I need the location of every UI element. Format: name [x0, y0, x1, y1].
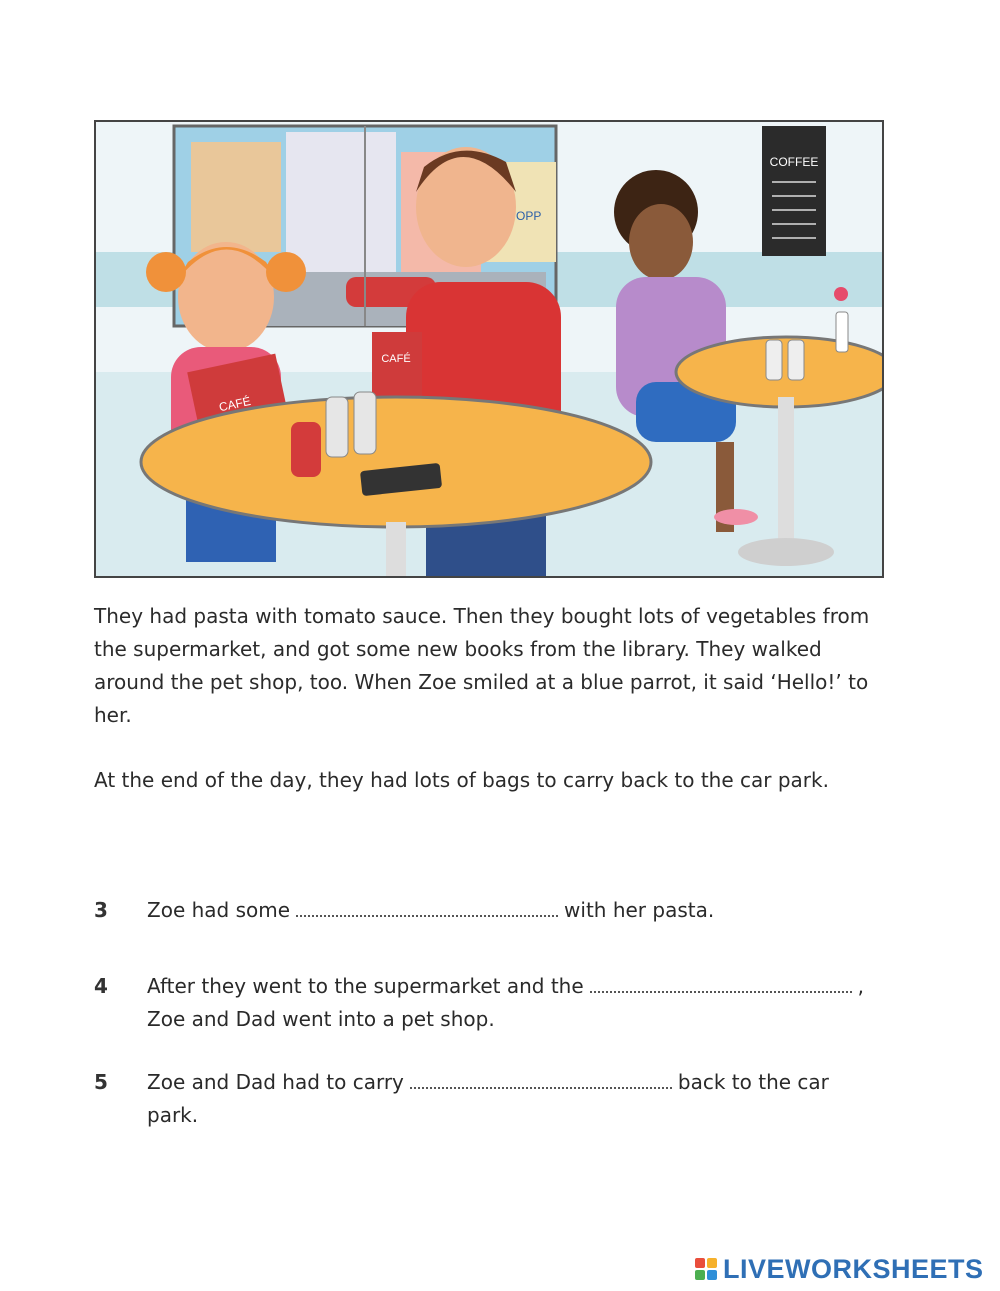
question-text-before: Zoe had some [147, 898, 291, 922]
coffee-sign: COFFEE [769, 155, 819, 169]
question-5 [94, 1066, 894, 1132]
liveworksheets-logo[interactable] [695, 1254, 984, 1284]
reading-passage [94, 600, 894, 797]
question-text-after: , Zoe and Dad went into a pet shop. [147, 974, 865, 1031]
shop-sign: OPP [516, 209, 542, 223]
question-number: 5 [94, 1070, 108, 1094]
passage-paragraph-2: At the end of the day, they had lots of bags to carry back to the car park. [94, 768, 829, 792]
logo-text: LIVEWORKSHEETS [723, 1253, 984, 1284]
question-number: 4 [94, 974, 108, 998]
cafe-illustration [94, 120, 884, 578]
answer-blank-5[interactable] [410, 1067, 672, 1089]
answer-blank-3[interactable] [296, 895, 558, 917]
question-3 [94, 894, 894, 927]
coffee-menu-board [762, 126, 826, 256]
menu-label-dad: CAFÉ [381, 353, 411, 365]
question-text-after: back to the car park. [147, 1070, 829, 1127]
logo-square-blue [707, 1270, 717, 1280]
question-4 [94, 970, 894, 1036]
logo-square-red [695, 1258, 705, 1268]
menu-label-girl: CAFÉ [217, 393, 252, 415]
question-number: 3 [94, 898, 108, 922]
question-text-before: After they went to the supermarket and the [147, 974, 584, 998]
cafe-scene [96, 122, 882, 576]
question-text-after: with her pasta. [564, 898, 715, 922]
passage-paragraph-1: They had pasta with tomato sauce. Then they bought lots of vegetables from the supermarket, and got some new books from the library. They walked around the pet shop, too. When Zoe smiled at a blue parrot, it said ‘Hello!’ to her. [94, 604, 870, 727]
question-text-before: Zoe and Dad had to carry [147, 1070, 404, 1094]
logo-square-green [695, 1270, 705, 1280]
logo-square-yellow [707, 1258, 717, 1268]
logo-grid-icon [695, 1258, 717, 1280]
answer-blank-4[interactable] [590, 971, 852, 993]
